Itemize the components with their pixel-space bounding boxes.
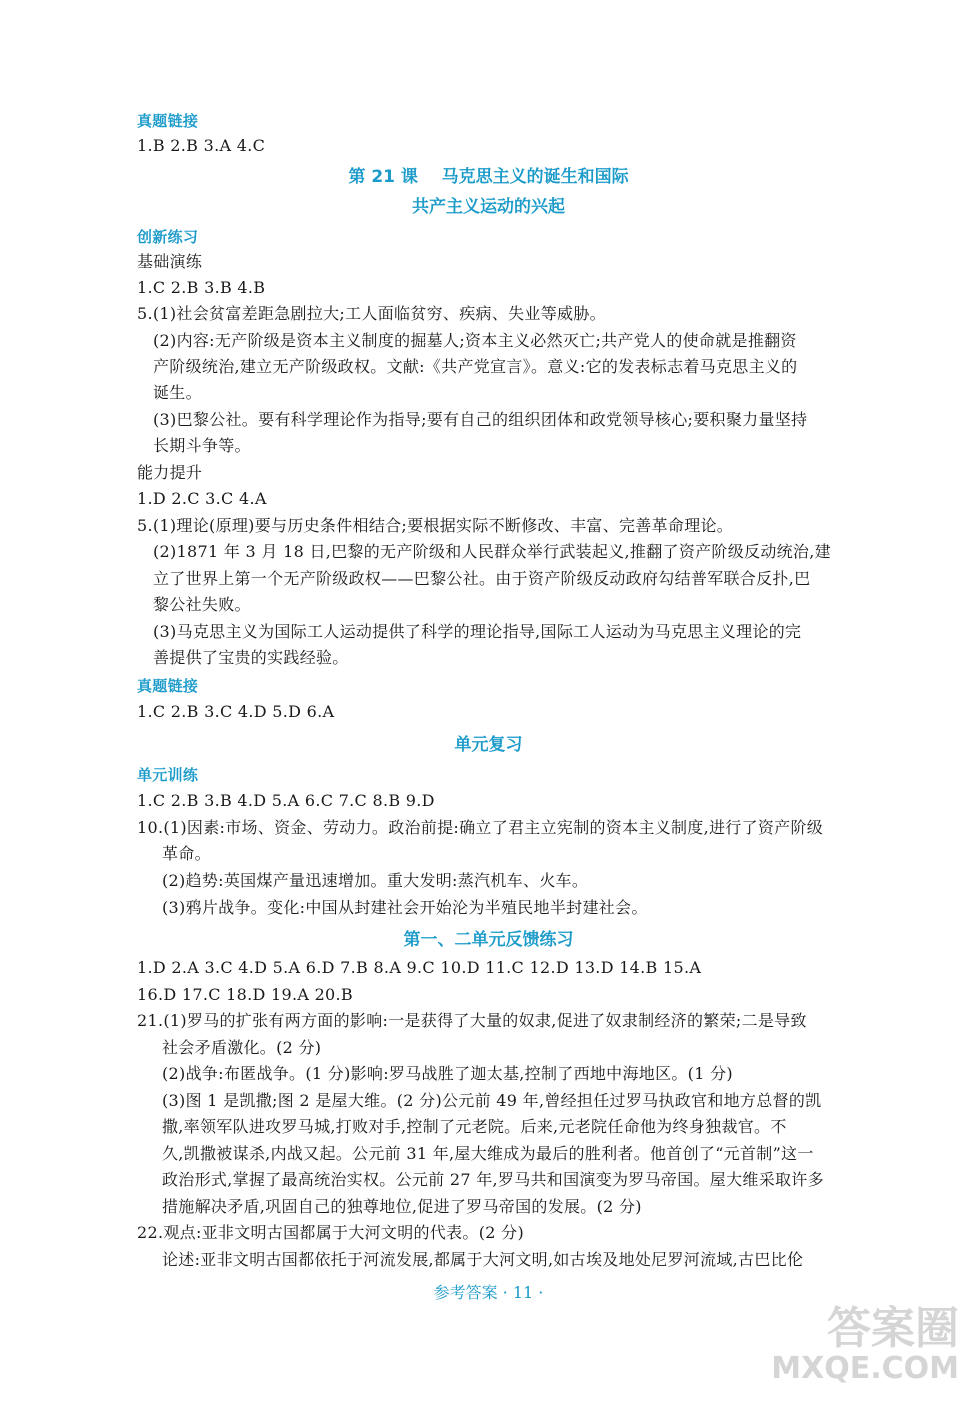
answer-line: 1.C 2.B 3.C 4.D 5.D 6.A	[137, 702, 335, 721]
page-footer: 参考答案 · 11 ·	[433, 1283, 544, 1302]
watermark-text: 答案圈	[827, 1303, 959, 1354]
unit-review-title: 单元复习	[454, 735, 523, 755]
answer-text: (3)鸦片战争。变化:中国从封建社会开始沦为半殖民地半封建社会。	[162, 898, 648, 917]
answer-text: 论述:亚非文明古国都依托于河流发展,都属于大河文明,如古埃及地处尼罗河流域,古巴比伦	[162, 1250, 804, 1269]
answer-line: 16.D 17.C 18.D 19.A 20.B	[137, 985, 353, 1004]
answer-text: 黎公社失败。	[153, 595, 251, 614]
answer-text: 产阶级统治,建立无产阶级政权。文献:《共产党宣言》。意义:它的发表标志着马克思主义的	[153, 357, 798, 376]
answer-text: (2)趋势:英国煤产量迅速增加。重大发明:蒸汽机车、火车。	[162, 871, 589, 890]
answer-text: 措施解决矛盾,巩固自己的独尊地位,促进了罗马帝国的发展。(2 分)	[162, 1197, 642, 1216]
answer-text: 久,凯撒被谋杀,内战又起。公元前 31 年,屋大维成为最后的胜利者。他首创了“元首制”这一	[162, 1144, 814, 1163]
section-header: 单元训练	[137, 766, 199, 784]
answer-text: 撒,率领军队进攻罗马城,打败对手,控制了元老院。后来,元老院任命他为终身独裁官。不	[162, 1117, 787, 1136]
section-header: 创新练习	[137, 228, 199, 246]
answer-line: 1.B 2.B 3.A 4.C	[137, 136, 266, 155]
watermark-logo	[771, 1305, 959, 1385]
answer-text: 政治形式,掌握了最高统治实权。公元前 27 年,罗马共和国演变为罗马帝国。屋大维采取许多	[162, 1170, 824, 1189]
answer-text: (2)内容:无产阶级是资本主义制度的掘墓人;资本主义必然灭亡;共产党人的使命就是推翻资	[153, 331, 797, 350]
answer-text: 5.(1)社会贫富差距急剧拉大;工人面临贫穷、疾病、失业等威胁。	[137, 304, 606, 323]
lesson-title: 第 21 课 马克思主义的诞生和国际	[348, 167, 629, 187]
lesson-title-continued: 共产主义运动的兴起	[412, 197, 565, 217]
answer-text: (3)马克思主义为国际工人运动提供了科学的理论指导,国际工人运动为马克思主义理论的完	[153, 622, 802, 641]
feedback-title: 第一、二单元反馈练习	[403, 930, 574, 950]
answer-text: 善提供了宝贵的实践经验。	[153, 648, 349, 667]
section-header: 真题链接	[137, 677, 199, 695]
answer-text: 革命。	[162, 844, 211, 863]
answer-line: 1.C 2.B 3.B 4.B	[137, 278, 266, 297]
section-header: 真题链接	[137, 112, 199, 130]
answer-text: 10.(1)因素:市场、资金、劳动力。政治前提:确立了君主立宪制的资本主义制度,进行了资产阶级	[137, 818, 824, 837]
answer-line: 1.D 2.A 3.C 4.D 5.A 6.D 7.B 8.A 9.C 10.D 11.C 12.D 13.D 14.B 15.A	[137, 958, 702, 977]
answer-text: 长期斗争等。	[153, 436, 251, 455]
answer-text: (2)1871 年 3 月 18 日,巴黎的无产阶级和人民群众举行武装起义,推翻了资产阶级反动统治,建	[153, 542, 831, 561]
answer-text: 诞生。	[153, 383, 202, 402]
watermark-url: MXQE.COM	[771, 1351, 959, 1386]
answer-line: 1.C 2.B 3.B 4.D 5.A 6.C 7.C 8.B 9.D	[137, 791, 435, 810]
answer-text: 5.(1)理论(原理)要与历史条件相结合;要根据实际不断修改、丰富、完善革命理论。	[137, 516, 734, 535]
answer-text: (3)图 1 是凯撒;图 2 是屋大维。(2 分)公元前 49 年,曾经担任过罗马执政官和地方总督的凯	[162, 1091, 822, 1110]
answer-line: 1.D 2.C 3.C 4.A	[137, 489, 267, 508]
subsection-label: 能力提升	[137, 463, 203, 482]
answer-text: 社会矛盾激化。(2 分)	[162, 1038, 322, 1057]
answer-text: 21.(1)罗马的扩张有两方面的影响:一是获得了大量的奴隶,促进了奴隶制经济的繁荣;二是导致	[137, 1011, 807, 1030]
answer-text: 立了世界上第一个无产阶级政权——巴黎公社。由于资产阶级反动政府勾结普军联合反扑,巴	[153, 569, 811, 588]
answer-text: (3)巴黎公社。要有科学理论作为指导;要有自己的组织团体和政党领导核心;要积聚力量坚持	[153, 410, 808, 429]
answer-text: 22.观点:亚非文明古国都属于大河文明的代表。(2 分)	[137, 1223, 524, 1242]
subsection-label: 基础演练	[137, 252, 203, 271]
answer-text: (2)战争:布匿战争。(1 分)影响:罗马战胜了迦太基,控制了西地中海地区。(1 分)	[162, 1064, 733, 1083]
